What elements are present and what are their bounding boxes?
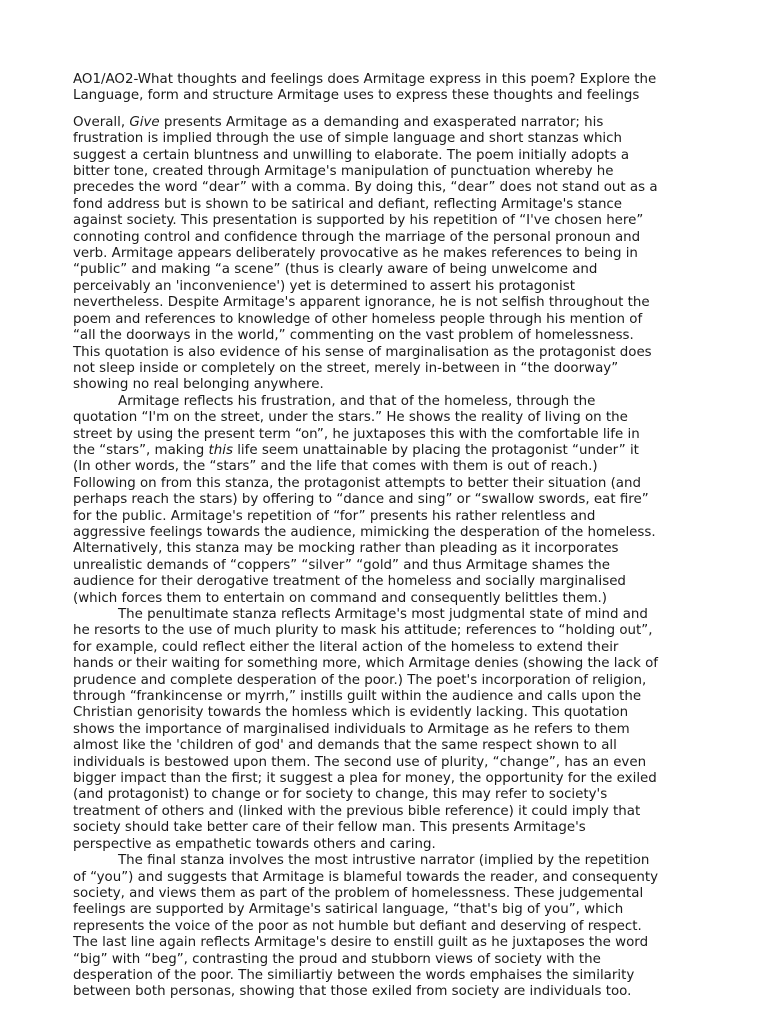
emphasis-italic: this — [208, 442, 233, 458]
paragraph-line: The last line again reflects Armitage's desire to enstill guilt as he juxtaposes the word — [73, 935, 649, 951]
essay-question-heading — [73, 72, 703, 105]
paragraph-line: suggest a certain bluntness and unwilling to elaborate. The poem initially adopts a — [73, 147, 630, 163]
paragraph-line: This quotation is also evidence of his sense of marginalisation as the protagonist does — [73, 344, 652, 360]
paragraph-line: treatment of others and (linked with the previous bible reference) it could imply that — [73, 803, 641, 819]
paragraph-4 — [73, 853, 703, 1001]
paragraph-line: aggressive feelings towards the audience, mimicking the desperation of the homeless. — [73, 524, 656, 540]
paragraph-line: poem and references to knowledge of other homeless people through his mention of — [73, 311, 643, 327]
paragraph-line: The final stanza involves the most intrustive narrator (implied by the repetition — [118, 853, 650, 869]
paragraph-line: “public” and making “a scene” (thus is clearly aware of being unwelcome and — [73, 262, 598, 278]
paragraph-line: bitter tone, created through Armitage's manipulation of punctuation whereby he — [73, 164, 614, 180]
paragraph-line: individuals is bestowed upon them. The second use of plurity, “change”, has an even — [73, 754, 647, 770]
paragraph-line: verb. Armitage appears deliberately provocative as he makes references to being in — [73, 246, 638, 262]
text-run: the “stars”, making — [73, 442, 209, 458]
heading-line: AO1/AO2-What thoughts and feelings does Armitage express in this poem? Explore the — [73, 72, 657, 87]
paragraph-line: audience for their derogative treatment of the homeless and socially marginalised — [73, 574, 626, 590]
paragraph-line: showing no real belonging anywhere. — [73, 377, 324, 393]
paragraph-line — [73, 115, 703, 131]
paragraph-line: shows the importance of marginalised individuals to Armitage as he refers to them — [73, 721, 630, 737]
paragraph-line: quotation “I'm on the street, under the stars.” He shows the reality of living on the — [73, 410, 628, 426]
paragraph-line: perspective as empathetic towards others and caring. — [73, 836, 436, 852]
text-run: presents Armitage as a demanding and exasperated narrator; his — [159, 114, 604, 130]
paragraph-line: of “you”) and suggests that Armitage is blameful towards the reader, and consequenty — [73, 869, 659, 885]
paragraph-line: society should take better care of their fellow man. This presents Armitage's — [73, 820, 586, 836]
paragraph-line: against society. This presentation is supported by his repetition of “I've chosen here” — [73, 213, 644, 229]
paragraph-line: he resorts to the use of much plurity to mask his attitude; references to “holding out”, — [73, 623, 653, 639]
text-run: Overall, — [73, 114, 130, 130]
paragraph-line: hands or their waiting for something more, which Armitage denies (showing the lack of — [73, 656, 658, 672]
paragraph-line: “big” with “beg”, contrasting the proud and stubborn views of society with the — [73, 951, 601, 967]
paragraph-line: perhaps reach the stars) by offering to “dance and sing” or “swallow swords, eat fire” — [73, 492, 649, 508]
poem-title-italic: Give — [129, 114, 160, 130]
paragraph-line: almost like the 'children of god' and demands that the same respect shown to all — [73, 738, 617, 754]
paragraph-line: fond address but is shown to be satirical and defiant, reflecting Armitage's stance — [73, 196, 623, 212]
paragraph-line: through “frankincense or myrrh,” instills guilt within the audience and calls upon the — [73, 689, 642, 705]
paragraph-line — [73, 443, 703, 459]
paragraph-line: Alternatively, this stanza may be mocking rather than pleading as it incorporates — [73, 541, 619, 557]
paragraph-line: nevertheless. Despite Armitage's apparent ignorance, he is not selfish throughout the — [73, 295, 650, 311]
paragraph-2 — [73, 394, 703, 607]
paragraph-line: Christian genorisity towards the homless which is evidently lacking. This quotation — [73, 705, 629, 721]
paragraph-line: connoting control and confidence through the marriage of the personal pronoun and — [73, 229, 641, 245]
paragraph-line: precedes the word “dear” with a comma. By doing this, “dear” does not stand out as a — [73, 180, 658, 196]
paragraph-line: frustration is implied through the use of simple language and short stanzas which — [73, 131, 622, 147]
document-page — [73, 72, 703, 1001]
paragraph-line: Armitage reflects his frustration, and that of the homeless, through the — [118, 393, 596, 409]
paragraph-line: society, and views them as part of the problem of homelessness. These judgemental — [73, 885, 644, 901]
heading-line: Language, form and structure Armitage uses to express these thoughts and feelings — [73, 88, 640, 104]
paragraph-line: street by using the present term “on”, he juxtaposes this with the comfortable life in — [73, 426, 640, 442]
paragraph-line: for the public. Armitage's repetition of “for” presents his rather relentless and — [73, 508, 596, 524]
paragraph-line: The penultimate stanza reflects Armitage's most judgmental state of mind and — [118, 607, 648, 622]
paragraph-line: prudence and complete desperation of the poor.) The poet's incorporation of religion, — [73, 672, 647, 688]
paragraph-1 — [73, 115, 703, 394]
paragraph-line: unrealistic demands of “coppers” “silver” “gold” and thus Armitage shames the — [73, 557, 610, 573]
paragraph-line: (and protagonist) to change or for society to change, this may refer to society's — [73, 787, 608, 803]
paragraph-line: desperation of the poor. The similiartiy between the words emphaises the similarity — [73, 967, 635, 983]
paragraph-line: Following on from this stanza, the protagonist attempts to better their situation (and — [73, 475, 641, 491]
text-run: life seem unattainable by placing the protagonist “under” it — [232, 442, 639, 458]
paragraph-3 — [73, 607, 703, 853]
paragraph-line: for example, could reflect either the literal action of the homeless to extend their — [73, 639, 619, 655]
paragraph-line: represents the voice of the poor as not humble but defiant and deserving of respect. — [73, 918, 642, 934]
paragraph-line: (In other words, the “stars” and the life that comes with them is out of reach.) — [73, 459, 598, 475]
paragraph-line: perceivably an 'inconvenience') yet is determined to assert his protagonist — [73, 278, 575, 294]
paragraph-line: bigger impact than the first; it suggest a plea for money, the opportunity for the exiled — [73, 771, 657, 787]
paragraph-line: “all the doorways in the world,” commenting on the vast problem of homelessness. — [73, 328, 634, 344]
paragraph-line: (which forces them to entertain on command and consequently belittles them.) — [73, 590, 608, 606]
paragraph-line: not sleep inside or completely on the street, merely in-between in “the doorway” — [73, 360, 619, 376]
paragraph-line: between both personas, showing that those exiled from society are individuals too. — [73, 984, 632, 1000]
paragraph-line: feelings are supported by Armitage's satirical language, “that's big of you”, which — [73, 902, 624, 918]
